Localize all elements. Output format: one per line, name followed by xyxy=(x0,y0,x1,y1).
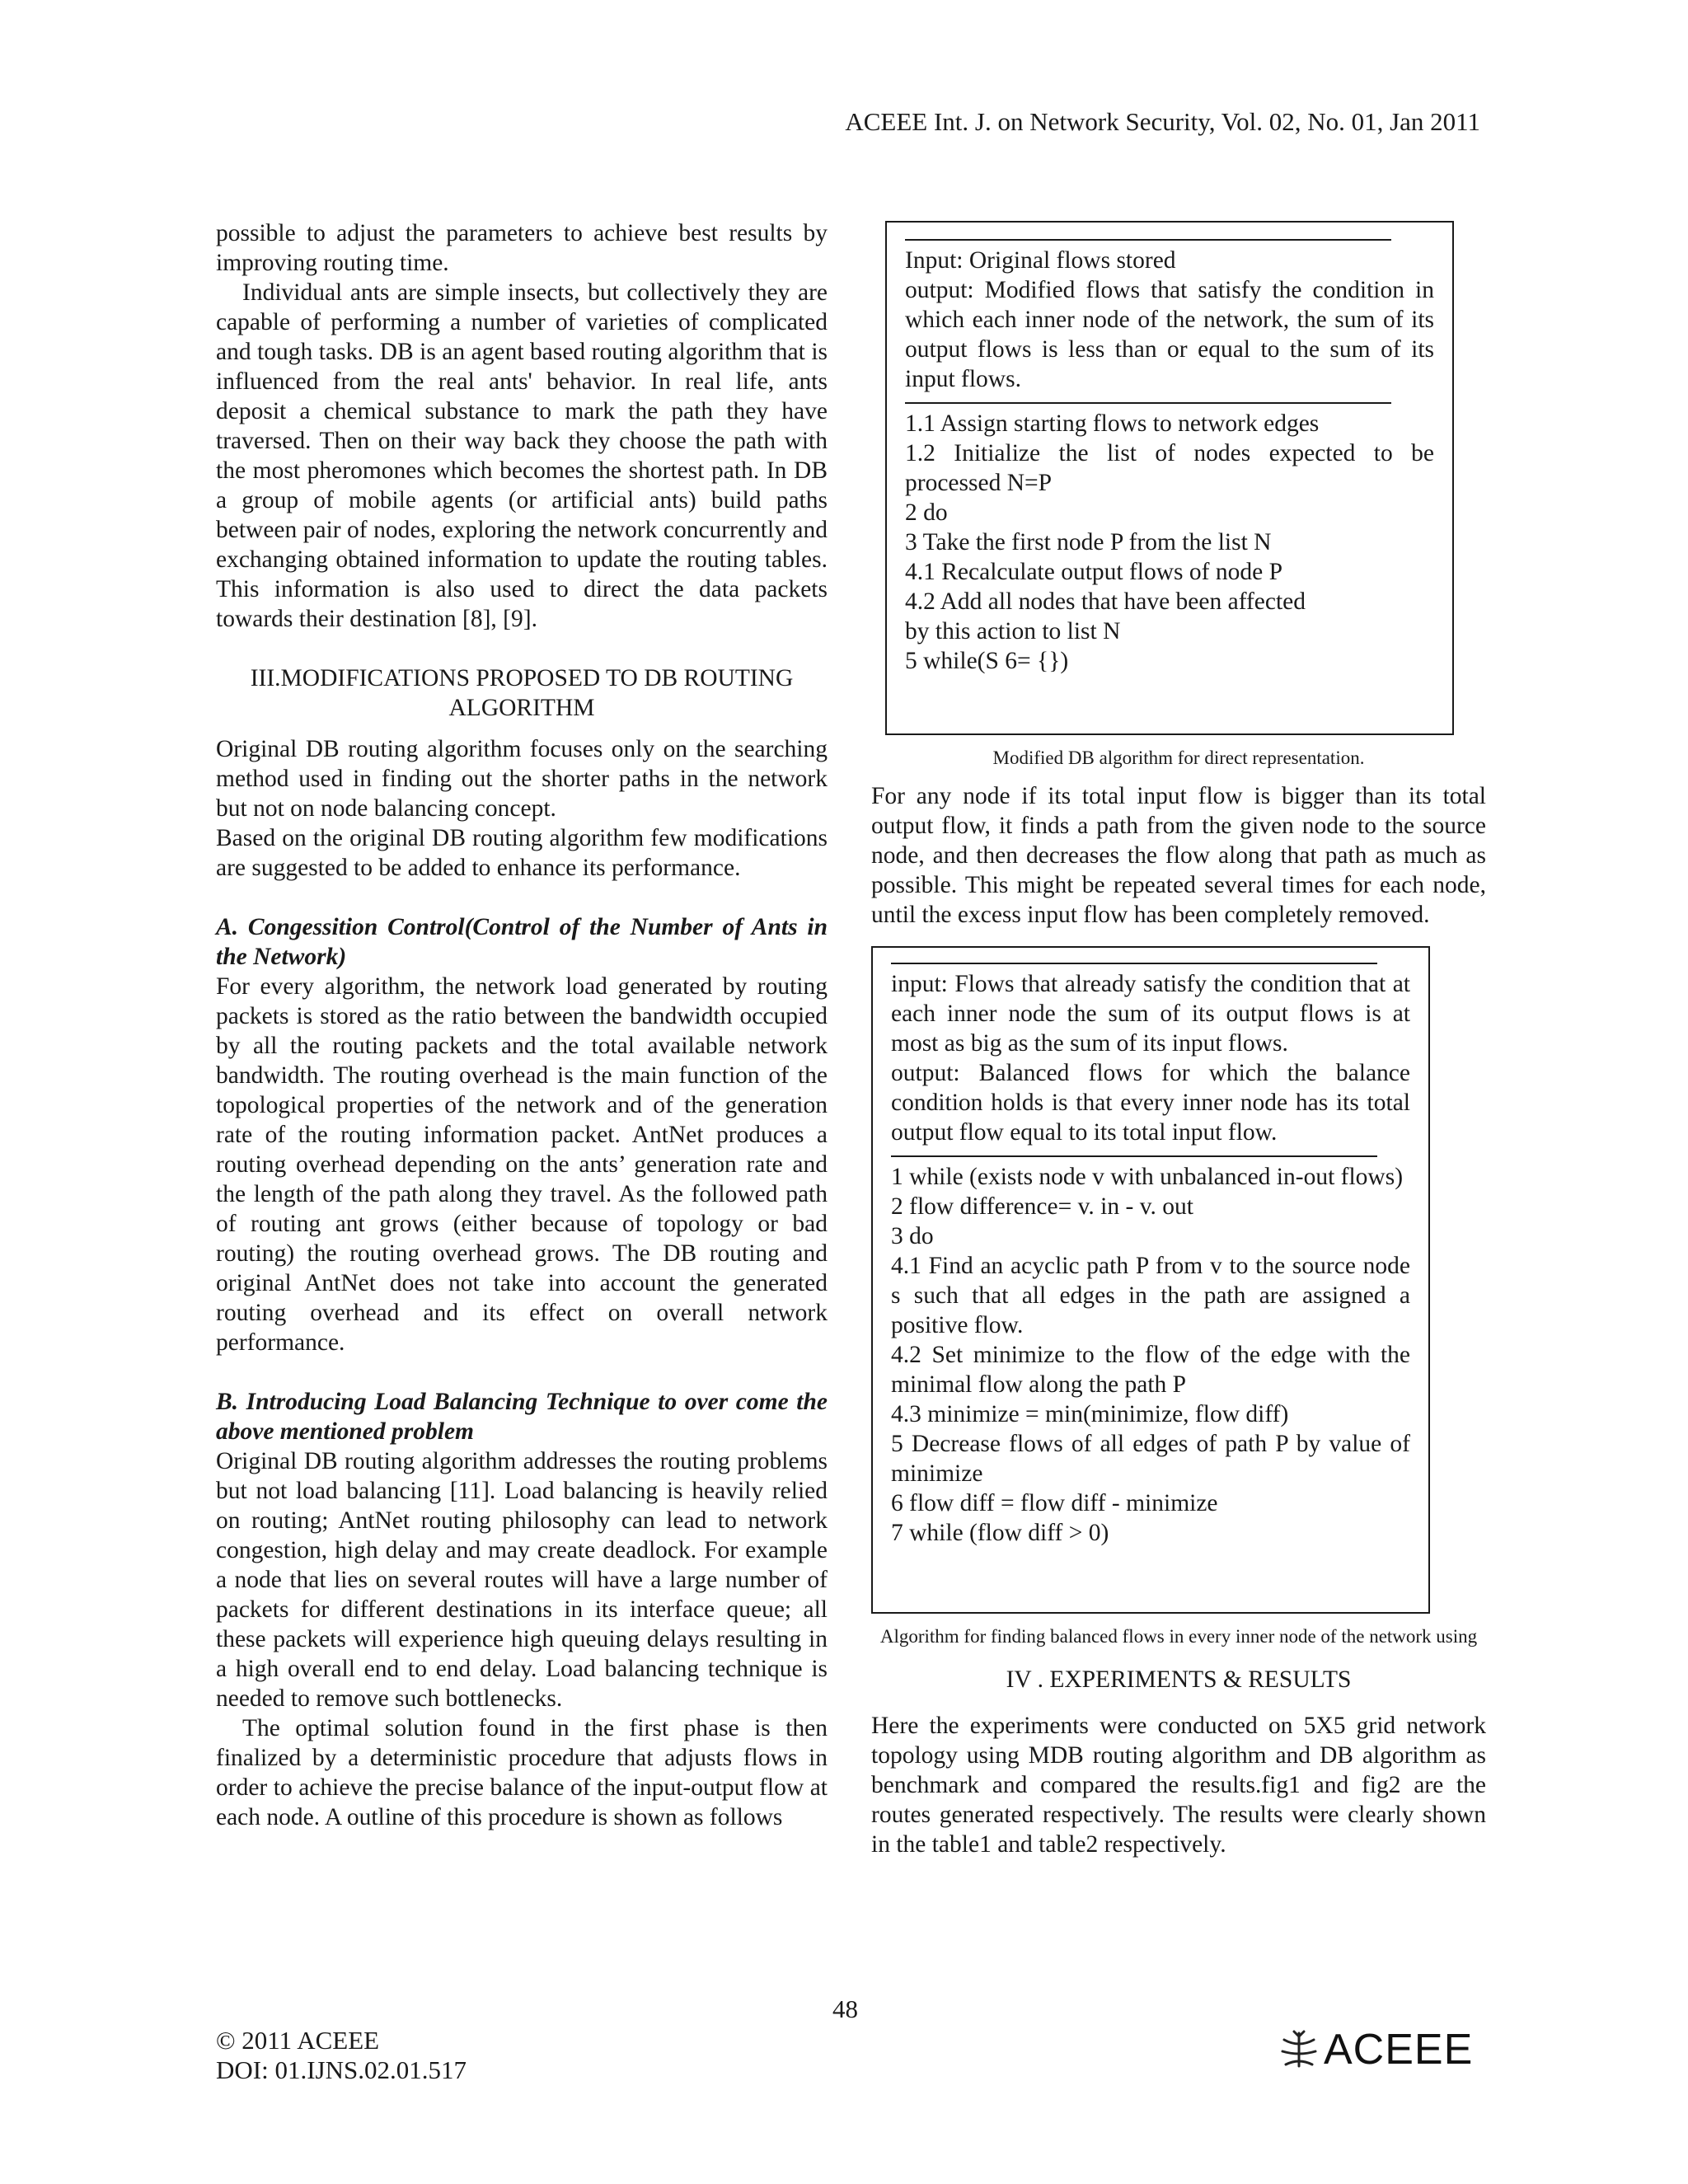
paragraph: Here the experiments were conducted on 5X5 grid network topology using MDB routing algorithm and DB algorithm as benchmark and compared the results.fig1 and fig2 are the routes generated respectively. The results were clearly shown in the table1 and table2 respectively. xyxy=(871,1713,1486,1858)
algorithm-step: 5 Decrease flows of all edges of path P by value of minimize xyxy=(891,1431,1410,1487)
algorithm-step: 4.1 Find an acyclic path P from v to the source node s such that all edges in the path are assigned a positive flow. xyxy=(891,1253,1410,1338)
logo-text: ACEEE xyxy=(1324,2026,1474,2074)
algorithm-step: 4.2 Set minimize to the flow of the edge with the minimal flow along the path P xyxy=(891,1342,1410,1398)
algorithm-box-modified-db xyxy=(885,221,1454,735)
left-column xyxy=(216,218,828,1832)
subsection-heading: A. Congessition Control(Control of the Number of Ants in the Network) xyxy=(216,914,828,970)
algorithm-step: 7 while (flow diff > 0) xyxy=(891,1520,1109,1546)
algorithm-box-balanced-flows xyxy=(871,946,1430,1614)
doi: DOI: 01.IJNS.02.01.517 xyxy=(216,2055,467,2084)
algorithm-step: 4.2 Add all nodes that have been affected xyxy=(905,588,1306,615)
algorithm-step: 2 flow difference= v. in - v. out xyxy=(891,1193,1193,1220)
algorithm-step: 5 while(S 6= {}) xyxy=(905,648,1069,674)
divider xyxy=(905,239,1391,241)
divider xyxy=(905,402,1391,404)
figure-caption: Algorithm for finding balanced flows in every inner node of the network using xyxy=(879,1626,1478,1647)
page-number: 48 xyxy=(832,1994,858,2023)
paragraph: Original DB routing algorithm focuses only on the searching method used in finding out the shorter paths in the network but not on node balancing concept. xyxy=(216,736,828,822)
algorithm-step: 6 flow diff = flow diff - minimize xyxy=(891,1490,1218,1516)
paragraph: Individual ants are simple insects, but collectively they are capable of performing a number of varieties of complicated and tough tasks. DB is an agent based routing algorithm that is influenced from the real ants' behavior. In real life, ants deposit a chemical substance to mark the path they have traversed. Then on their way back they choose the path with the most pheromones which becomes the shortest path. In DB a group of mobile agents (or artificial ants) build paths between pair of nodes, exploring the network concurrently and exchanging obtained information to update the routing tables. This information is also used to direct the data packets towards their destination [8], [9]. xyxy=(216,279,828,632)
figure-caption: Modified DB algorithm for direct representation. xyxy=(992,748,1365,768)
paragraph: Based on the original DB routing algorithm few modifications are suggested to be added to enhance its performance. xyxy=(216,825,828,881)
footer-info xyxy=(216,2026,467,2085)
ant-logo-icon xyxy=(1276,2027,1322,2073)
paragraph: possible to adjust the parameters to achieve best results by improving routing time. xyxy=(216,220,828,276)
paragraph: Original DB routing algorithm addresses the routing problems but not load balancing [11]. Load balancing is heavily relied on routing; AntNet routing philosophy can lead to network congestion, high delay and may create deadlock. For example a node that lies on several routes will have a large number of packets for different destinations in its interface queue; all these packets will experience high queuing delays resulting in a high overall end to end delay. Load balancing technique is needed to remove such bottlenecks. xyxy=(216,1448,828,1712)
algorithm-output: output: Modified flows that satisfy the condition in which each inner node of the network, the sum of its output flows is less than or equal to the sum of its input flows. xyxy=(905,277,1434,392)
algorithm-step: 1.1 Assign starting flows to network edges xyxy=(905,410,1320,437)
right-column xyxy=(871,221,1486,1859)
algorithm-step: by this action to list N xyxy=(905,618,1121,644)
algorithm-step: 4.1 Recalculate output flows of node P xyxy=(905,559,1282,585)
algorithm-step: 2 do xyxy=(905,499,948,526)
running-head: ACEEE Int. J. on Network Security, Vol. 02, No. 01, Jan 2011 xyxy=(845,107,1480,136)
divider xyxy=(891,963,1377,964)
aceee-logo xyxy=(1276,2025,1490,2074)
algorithm-step: 1 while (exists node v with unbalanced in-out flows) xyxy=(891,1164,1404,1190)
divider xyxy=(891,1155,1377,1157)
section-heading: ALGORITHM xyxy=(448,695,595,721)
paragraph: The optimal solution found in the first phase is then finalized by a deterministic procedure that adjusts flows in order to achieve the precise balance of the input-output flow at each node. A outline of this procedure is shown as follows xyxy=(216,1715,828,1830)
paragraph: For every algorithm, the network load generated by routing packets is stored as the ratio between the bandwidth occupied by all the routing packets and the total available network bandwidth. The routing overhead is the main function of the topological properties of the network and of the generation rate of the routing information packet. AntNet produces a routing overhead depending on the ants’ generation rate and the length of the path along they travel. As the followed path of routing ant grows (either because of topology or bad routing) the routing overhead grows. The DB routing and original AntNet does not take into account the generated routing overhead and its effect on overall network performance. xyxy=(216,973,828,1356)
paragraph: For any node if its total input flow is bigger than its total output flow, it finds a path from the given node to the source node, and then decreases the flow along that path as much as possible. This might be repeated several times for each node, until the excess input flow has been completely removed. xyxy=(871,783,1486,928)
algorithm-step: 1.2 Initialize the list of nodes expected to be processed N=P xyxy=(905,440,1434,496)
algorithm-input: Input: Original flows stored xyxy=(905,247,1176,274)
algorithm-step: 4.3 minimize = min(minimize, flow diff) xyxy=(891,1401,1289,1427)
algorithm-input: input: Flows that already satisfy the condition that at each inner node the sum of its output flows is at most as big as the sum of its input flows. xyxy=(891,971,1410,1057)
algorithm-step: 3 Take the first node P from the list N xyxy=(905,529,1272,555)
section-heading: III.MODIFICATIONS PROPOSED TO DB ROUTING xyxy=(250,665,794,691)
copyright: © 2011 ACEEE xyxy=(216,2026,380,2055)
algorithm-step: 3 do xyxy=(891,1223,934,1249)
section-heading: IV . EXPERIMENTS & RESULTS xyxy=(1006,1666,1352,1693)
algorithm-output: output: Balanced flows for which the balance condition holds is that every inner node has its total output flow equal to its total input flow. xyxy=(891,1060,1410,1146)
subsection-heading: B. Introducing Load Balancing Technique to over come the above mentioned problem xyxy=(216,1389,828,1445)
